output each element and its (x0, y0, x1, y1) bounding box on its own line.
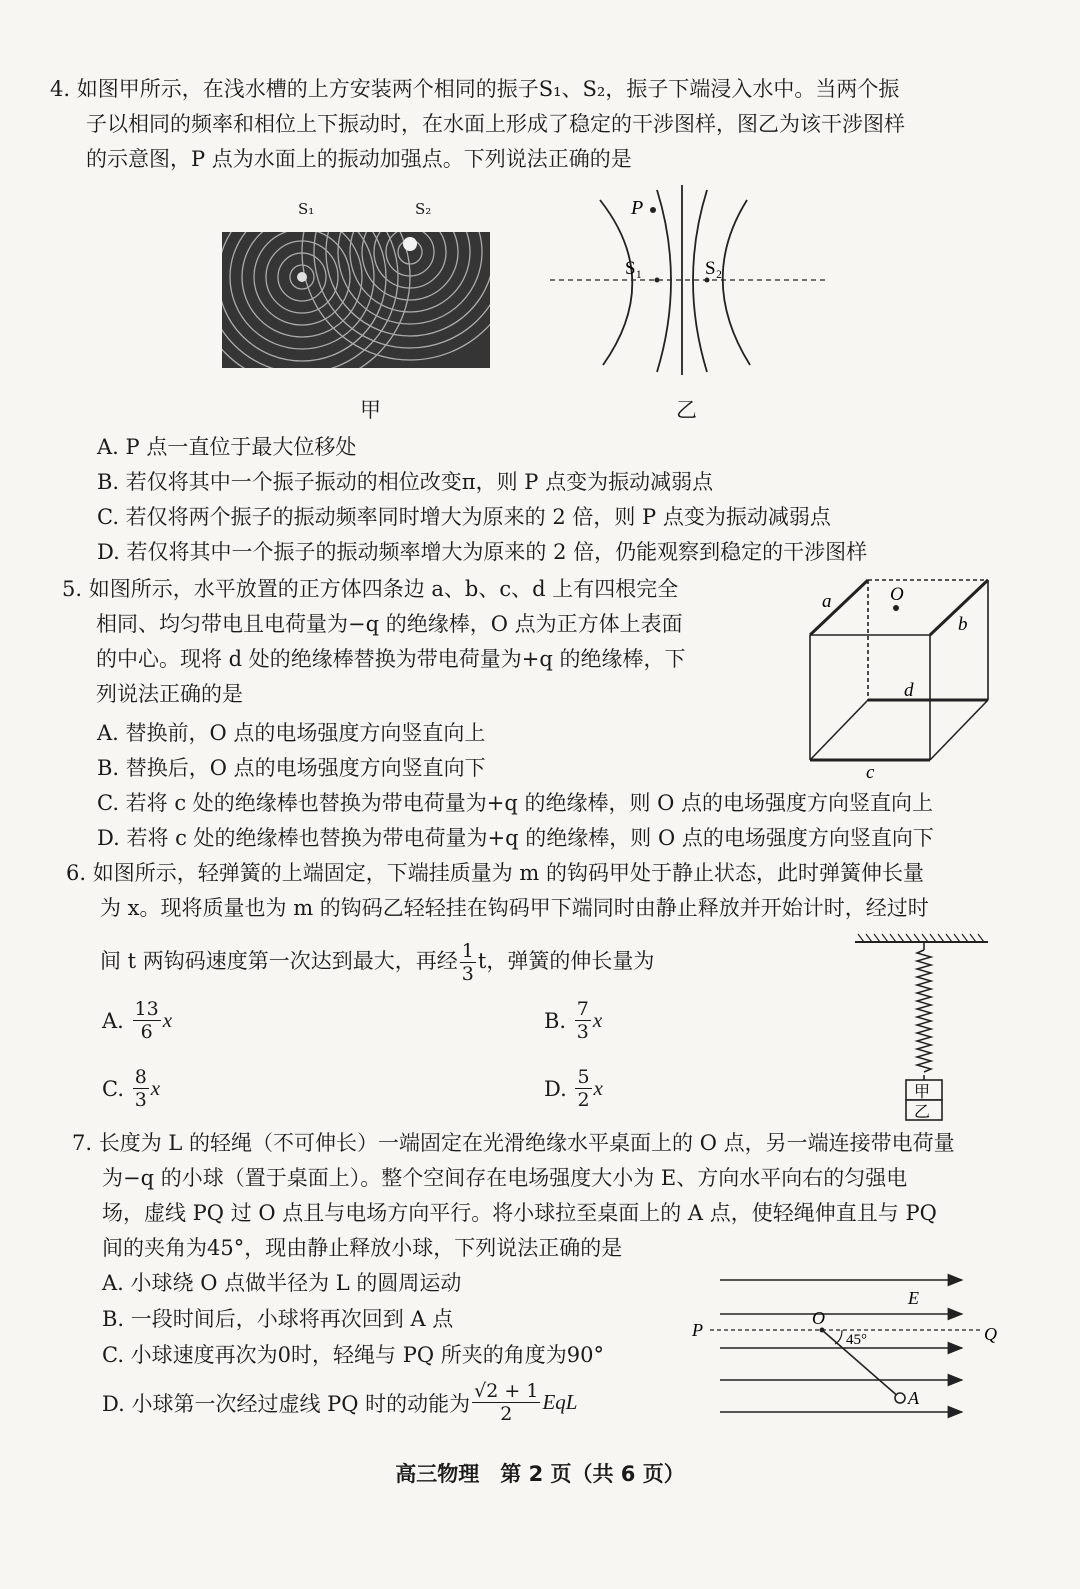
question-6-stem (66, 856, 929, 985)
question-4-line-3: 的示意图，P 点为水面上的振动加强点。下列说法正确的是 (86, 147, 632, 171)
fraction-one-third: $\frac{1}{3}$ (461, 940, 474, 985)
label-o: O (812, 1308, 825, 1328)
q6-option-b: B. $\frac{7}{3}$ x (544, 998, 603, 1043)
point-p (650, 207, 656, 213)
question-4-line-2: 子以相同的频率和相位上下振动时，在水面上形成了稳定的干涉图样，图乙为该干涉图样 (86, 112, 905, 136)
label-jia: 甲 (914, 1084, 931, 1101)
question-6-line-2: 为 x。现将质量也为 m 的钩码乙轻轻挂在钩码甲下端同时由静止释放并开始计时，经过时 (100, 896, 929, 920)
question-5-line-1: 5. 如图所示，水平放置的正方体四条边 a、b、c、d 上有四根完全 (62, 577, 679, 601)
fig-jia-s1-label: S₁ (298, 200, 315, 218)
q4-option-a: A. P 点一直位于最大位移处 (97, 435, 357, 459)
question-5-line-4: 列说法正确的是 (96, 682, 243, 706)
ball-a (895, 1393, 905, 1403)
fig-yi-caption: 乙 (676, 398, 697, 422)
question-7-line-1: 7. 长度为 L 的轻绳（不可伸长）一端固定在光滑绝缘水平桌面上的 O 点，另一端连接带电荷量 (72, 1131, 955, 1155)
cube-edge (930, 700, 988, 760)
hyperbola-left-outer (600, 200, 632, 365)
cube-figure (800, 570, 1000, 785)
figure-yi-diagram (545, 180, 830, 380)
fraction-sqrt2-plus-1-over-2: $\frac{√2 + 1}{2}$ (474, 1380, 539, 1425)
question-5-line-3: 的中心。现将 d 处的绝缘棒替换为带电荷量为+q 的绝缘棒，下 (96, 647, 686, 671)
fig-jia-s2-label: S₂ (415, 200, 432, 218)
label-b: b (958, 614, 968, 635)
q5-option-b: B. 替换后，O 点的电场强度方向竖直向下 (97, 756, 486, 780)
ripple-pattern (222, 232, 490, 368)
q7-option-c: C. 小球速度再次为0时，轻绳与 PQ 所夹的角度为90° (102, 1343, 604, 1367)
label-e: E (908, 1288, 919, 1308)
label-c: c (866, 762, 875, 783)
question-7-line-2: 为−q 的小球（置于桌面上）。整个空间存在电场强度大小为 E、方向水平向右的匀强电 (102, 1166, 908, 1190)
point-o (820, 1328, 825, 1333)
hyperbola-right-outer (723, 200, 750, 365)
q5-option-c: C. 若将 c 处的绝缘棒也替换为带电荷量为+q 的绝缘棒，则 O 点的电场强度方向竖直向上 (97, 791, 934, 815)
question-5-line-2: 相同、均匀带电且电荷量为−q 的绝缘棒，O 点为正方体上表面 (96, 612, 683, 636)
label-yi: 乙 (914, 1104, 931, 1121)
q5-option-d: D. 若将 c 处的绝缘棒也替换为带电荷量为+q 的绝缘棒，则 O 点的电场强度方向竖直向下 (97, 826, 934, 850)
label-angle: 45° (846, 1332, 867, 1348)
edge-a (810, 580, 868, 635)
label-o: O (890, 584, 904, 605)
question-7-line-3: 场，虚线 PQ 过 O 点且与电场方向平行。将小球拉至桌面上的 A 点，使轻绳伸直且与 PQ (102, 1201, 937, 1225)
label-a: a (822, 591, 832, 612)
q4-option-c: C. 若仅将两个振子的振动频率同时增大为原来的 2 倍，则 P 点变为振动减弱点 (97, 505, 831, 529)
label-q: Q (984, 1324, 997, 1344)
question-5-stem (62, 572, 686, 712)
q7-option-a: A. 小球绕 O 点做半径为 L 的圆周运动 (102, 1271, 462, 1295)
q4-option-d: D. 若仅将其中一个振子的振动频率增大为原来的 2 倍，仍能观察到稳定的干涉图样 (97, 540, 868, 564)
question-4-stem (50, 72, 905, 177)
label-d: d (904, 680, 914, 701)
label-p: P (631, 197, 644, 219)
q6-option-d: D. $\frac{5}{2}$ x (544, 1066, 603, 1111)
q5-option-a: A. 替换前，O 点的电场强度方向竖直向上 (97, 721, 486, 745)
figure-jia-photo (222, 232, 490, 368)
question-7-line-4: 间的夹角为45°，现由静止释放小球，下列说法正确的是 (102, 1236, 623, 1260)
page-footer: 高三物理 第 2 页（共 6 页） (395, 1462, 685, 1486)
spring-coil (917, 950, 931, 1072)
point-o (893, 605, 899, 611)
label-p: P (692, 1320, 703, 1340)
q6-option-c: C. $\frac{8}{3}$ x (102, 1066, 161, 1111)
label-a: A (908, 1388, 919, 1408)
q6-option-a: A. $\frac{13}{6}$ x (102, 998, 173, 1043)
q4-option-b: B. 若仅将其中一个振子振动的相位改变π，则 P 点变为振动减弱点 (97, 470, 714, 494)
question-number: 4. (50, 77, 71, 101)
fig-jia-caption: 甲 (360, 398, 381, 422)
q7-option-d: D. 小球第一次经过虚线 PQ 时的动能为 $\frac{√2 + 1}{2}$ EqL (102, 1380, 578, 1425)
question-6-line-3: 间 t 两钩码速度第一次达到最大，再经 $\frac{1}{3}$ t，弹簧的伸长量为 (100, 940, 655, 985)
bottom-edge (810, 700, 868, 760)
label-s1: S₁ (625, 258, 643, 279)
label-s2: S₂ (705, 258, 723, 279)
question-6-line-1: 6. 如图所示，轻弹簧的上端固定，下端挂质量为 m 的钩码甲处于静止状态，此时弹簧伸长量 (66, 861, 924, 885)
point-s1 (655, 278, 660, 283)
spring-figure (850, 930, 995, 1125)
question-4-line-1: 4. 如图甲所示，在浅水槽的上方安装两个相同的振子S₁、S₂，振子下端浸入水中。当两个振 (50, 77, 900, 101)
q7-option-b: B. 一段时间后，小球将再次回到 A 点 (102, 1307, 454, 1331)
electric-field-figure (690, 1268, 1000, 1428)
question-7-stem (72, 1126, 955, 1266)
